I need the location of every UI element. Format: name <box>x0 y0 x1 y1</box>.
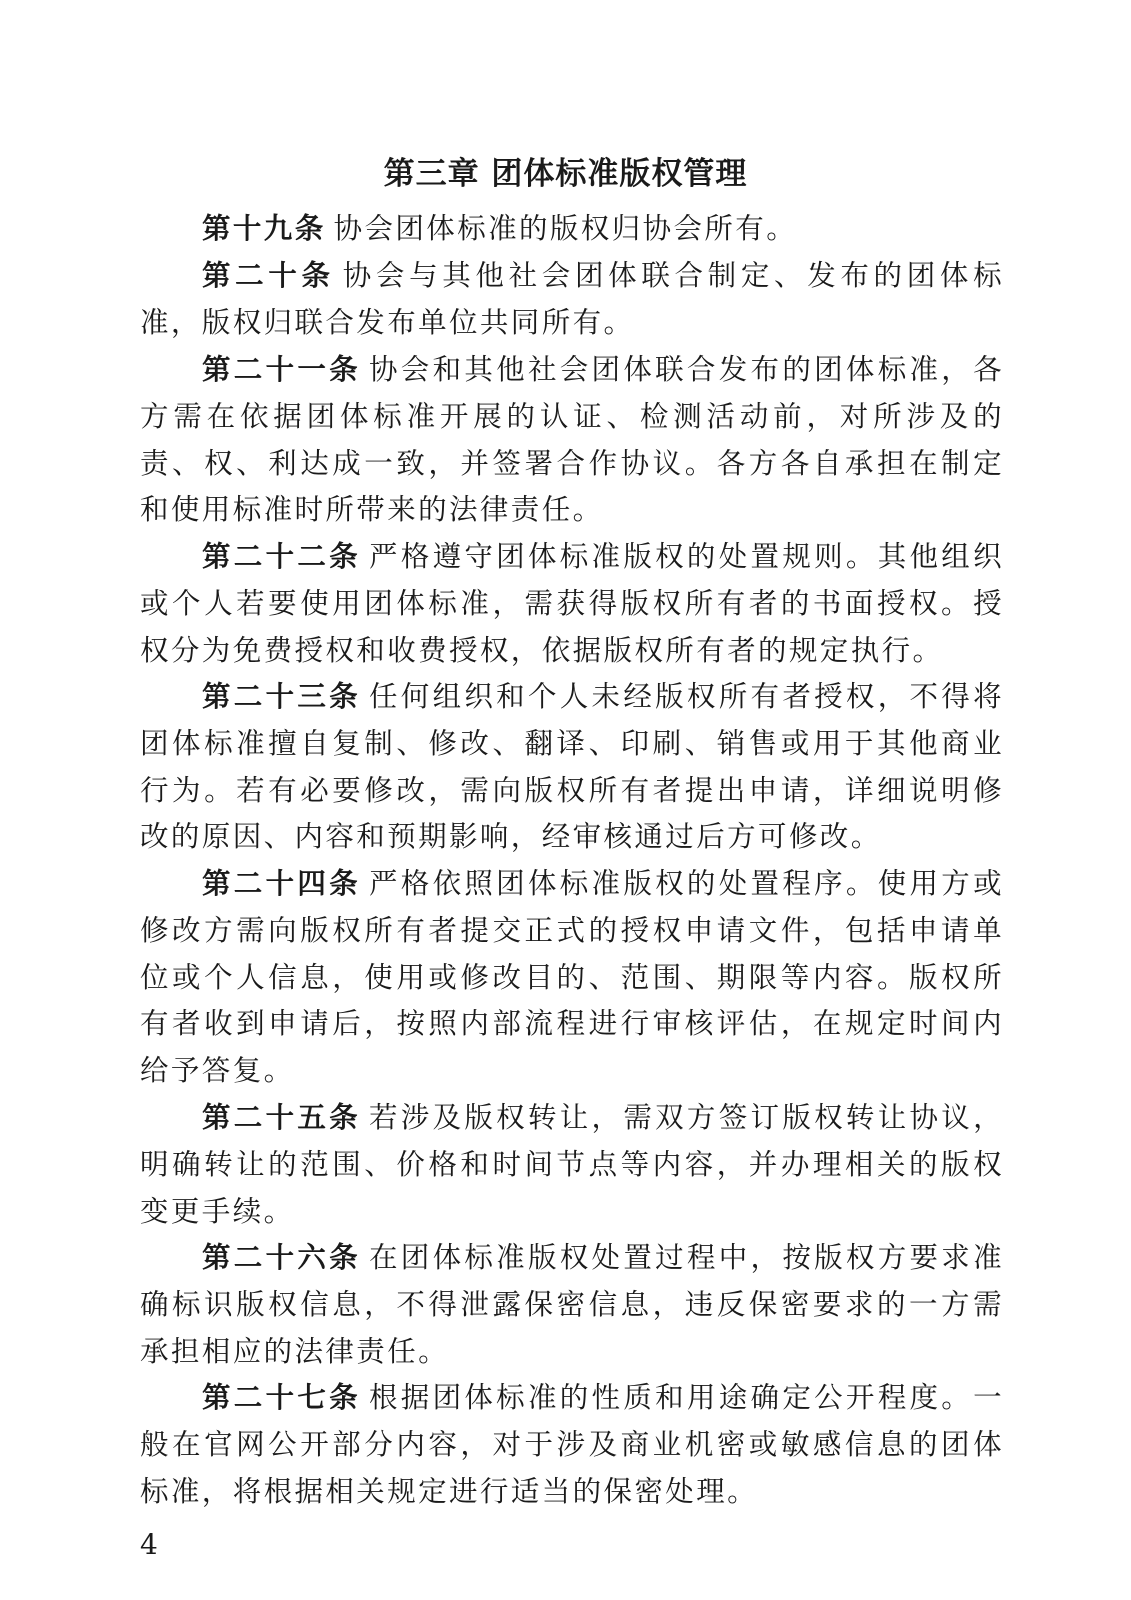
article-label: 第二十一条 <box>202 353 361 386</box>
article-27 <box>140 1375 1004 1515</box>
article-label: 第二十五条 <box>202 1101 361 1134</box>
article-label: 第二十四条 <box>202 867 361 900</box>
article-21 <box>140 347 1004 534</box>
article-text: 协会团体标准的版权归协会所有。 <box>333 212 798 245</box>
article-22 <box>140 534 1004 674</box>
article-text: 严格遵守团体标准版权的处置规则。其他组织或个人若要使用团体标准，需获得版权所有者的书面授权。授权分为免费授权和收费授权，依据版权所有者的规定执行。 <box>140 540 1004 667</box>
article-text: 协会与其他社会团体联合制定、发布的团体标准，版权归联合发布单位共同所有。 <box>140 259 1004 339</box>
article-label: 第二十三条 <box>202 680 361 713</box>
page-number: 4 <box>140 1528 158 1561</box>
article-text: 若涉及版权转让，需双方签订版权转让协议，明确转让的范围、价格和时间节点等内容，并办理相关的版权变更手续。 <box>140 1101 1004 1228</box>
article-text: 任何组织和个人未经版权所有者授权，不得将团体标准擅自复制、修改、翻译、印刷、销售或用于其他商业行为。若有必要修改，需向版权所有者提出申请，详细说明修改的原因、内容和预期影响，经审核通过后方可修改。 <box>140 680 1004 854</box>
article-label: 第二十条 <box>202 259 335 292</box>
article-19 <box>140 206 1004 253</box>
article-25 <box>140 1095 1004 1235</box>
article-text: 协会和其他社会团体联合发布的团体标准，各方需在依据团体标准开展的认证、检测活动前，对所涉及的责、权、利达成一致，并签署合作协议。各方各自承担在制定和使用标准时所带来的法律责任。 <box>140 353 1004 527</box>
article-24 <box>140 861 1004 1095</box>
article-26 <box>140 1235 1004 1375</box>
article-text: 根据团体标准的性质和用途确定公开程度。一般在官网公开部分内容，对于涉及商业机密或敏感信息的团体标准，将根据相关规定进行适当的保密处理。 <box>140 1381 1004 1508</box>
article-label: 第十九条 <box>202 212 326 245</box>
chapter-title: 第三章 团体标准版权管理 <box>383 156 748 192</box>
article-23 <box>140 674 1004 861</box>
article-label: 第二十七条 <box>202 1381 361 1414</box>
article-text: 严格依照团体标准版权的处置程序。使用方或修改方需向版权所有者提交正式的授权申请文件，包括申请单位或个人信息，使用或修改目的、范围、期限等内容。版权所有者收到申请后，按照内部流程进行审核评估，在规定时间内给予答复。 <box>140 867 1004 1087</box>
article-label: 第二十六条 <box>202 1241 361 1274</box>
article-label: 第二十二条 <box>202 540 361 573</box>
article-text: 在团体标准版权处置过程中，按版权方要求准确标识版权信息，不得泄露保密信息，违反保密要求的一方需承担相应的法律责任。 <box>140 1241 1004 1368</box>
article-20 <box>140 253 1004 347</box>
